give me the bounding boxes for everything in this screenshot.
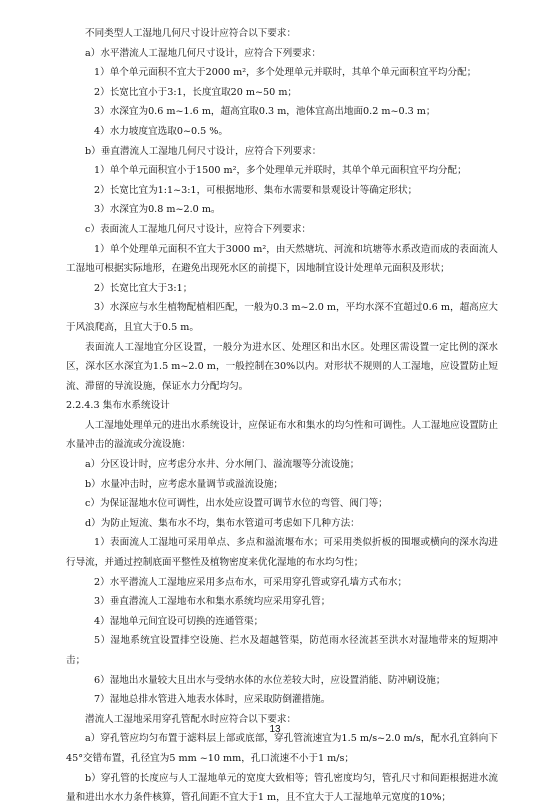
- paragraph: a）分区设计时，应考虑分水井、分水闸门、溢流堰等分流设施；: [85, 459, 360, 471]
- paragraph: 潜流人工湿地采用穿孔管配水时应符合以下要求：: [85, 713, 297, 725]
- paragraph: 1）单个单元面积宜小于1500 m²，多个处理单元并联时，其单个单元面积宜平均分配；: [94, 165, 467, 177]
- paragraph: 1）单个单元面积不宜大于2000 m²，多个处理单元并联时，其单个单元面积宜平均分配；: [94, 67, 477, 79]
- paragraph: 3）水深应与水生植物配植相匹配，一般为0.3 m~2.0 m，平均水深不宜超过0.6 m，超高应大于风浪爬高，且宜大于0.5 m。: [66, 302, 498, 333]
- paragraph: 3）垂直潜流人工湿地布水和集水系统均应采用穿孔管；: [94, 596, 331, 608]
- paragraph: 4）湿地单元间宜设可切换的连通管渠；: [94, 615, 264, 627]
- page-number: 13: [269, 724, 281, 735]
- paragraph: 1）单个处理单元面积不宜大于3000 m²，由天然塘坑、河流和坑塘等水系改造而成的表面流人工湿地可根据实际地形，在避免出现死水区的前提下，因地制宜设计处理单元面积及形状；: [66, 243, 498, 275]
- paragraph: d）为防止短流、集布水不均，集布水管道可考虑如下几种方法：: [85, 517, 360, 529]
- document-body: [66, 24, 498, 808]
- paragraph: 5）湿地系统宜设置排空设施、拦水及超越管渠，防范雨水径流甚至洪水对湿地带来的短期冲击；: [66, 635, 498, 666]
- paragraph: 2）长宽比宜大于3:1；: [94, 282, 193, 294]
- paragraph: 6）湿地出水量较大且出水与受纳水体的水位差较大时，应设置消能、防冲刷设施；: [94, 674, 446, 686]
- paragraph: b）垂直潜流人工湿地几何尺寸设计，应符合下列要求：: [85, 145, 322, 157]
- paragraph: b）水量冲击时，应考虑水量调节或溢流设施；: [85, 478, 284, 490]
- section-heading: 2.2.4.3 集布水系统设计: [66, 400, 170, 412]
- paragraph: 表面流人工湿地宜分区设置，一般分为进水区、处理区和出水区。处理区需设置一定比例的深水区，深水区水深宜为1.5 m~2.0 m，一般控制在30%以内。对形状不规则的人工湿地，应设置防止短流、滞留的导流设施，保证水力分配均匀。: [66, 341, 498, 392]
- paragraph: 7）湿地总排水管进入地表水体时，应采取防倒灌措施。: [94, 694, 331, 706]
- paragraph: 3）水深宜为0.6 m~1.6 m，超高宜取0.3 m，池体宜高出地面0.2 m~0.3 m；: [94, 106, 436, 118]
- paragraph: c）表面流人工湿地几何尺寸设计，应符合下列要求：: [85, 223, 312, 235]
- paragraph: 1）表面流人工湿地可采用单点、多点和溢流堰布水；可采用类似折板的围堰或横向的深水沟进行导流，并通过控制底面平整性及植物密度来优化湿地的布水均匀性；: [66, 537, 498, 569]
- paragraph: 2）水平潜流人工湿地应采用多点布水，可采用穿孔管或穿孔墙方式布水；: [94, 576, 408, 588]
- paragraph: 不同类型人工湿地几何尺寸设计应符合以下要求：: [85, 28, 297, 39]
- paragraph: a）穿孔管应均匀布置于滤料层上部或底部，穿孔管流速宜为1.5 m/s~2.0 m/s，配水孔宜斜向下45°交错布置，孔径宜为5 mm ~10 mm，孔口流速不小于1 m/s；: [66, 733, 498, 764]
- paragraph: 人工湿地处理单元的进出水系统设计，应保证布水和集水的均匀性和可调性。人工湿地应设置防止水量冲击的溢流或分流设施：: [66, 419, 498, 451]
- paragraph: 2）长宽比宜小于3:1，长度宜取20 m~50 m；: [94, 86, 298, 98]
- paragraph: a）水平潜流人工湿地几何尺寸设计，应符合下列要求：: [85, 47, 321, 59]
- paragraph: b）穿孔管的长度应与人工湿地单元的宽度大致相等；管孔密度均匀，管孔尺寸和间距根据进水流量和进出水水力条件核算，管孔间距不宜大于1 m，且不宜大于人工湿地单元宽度的10%；: [66, 772, 498, 804]
- paragraph: c）为保证湿地水位可调性，出水处应设置可调节水位的弯管、阀门等；: [85, 498, 388, 510]
- paragraph: 4）水力坡度宜选取0~0.5 %。: [94, 125, 229, 137]
- paragraph: 2）长宽比宜为1:1~3:1，可根据地形、集布水需要和景观设计等确定形状；: [94, 184, 418, 196]
- paragraph: 3）水深宜为0.8 m~2.0 m。: [94, 204, 221, 216]
